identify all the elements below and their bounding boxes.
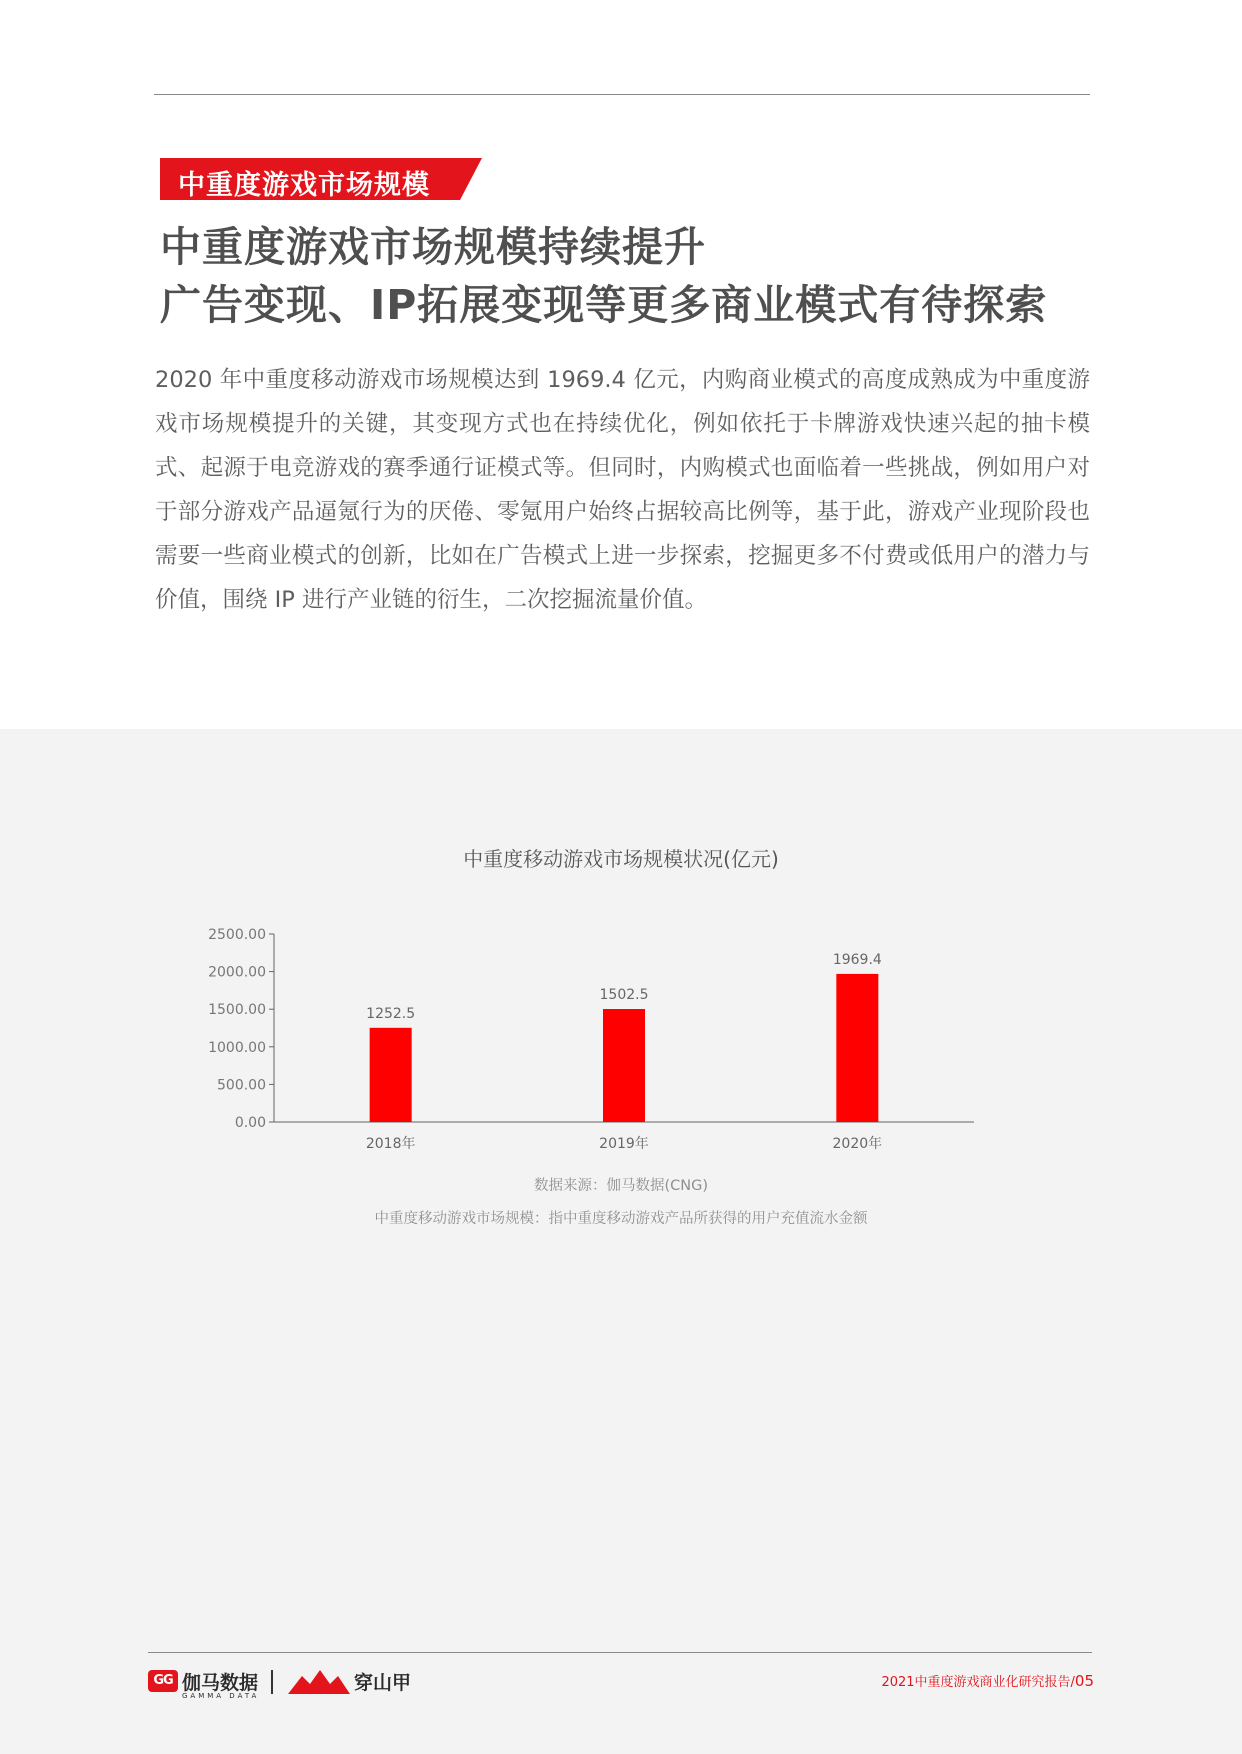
definition-note: 中重度移动游戏市场规模：指中重度移动游戏产品所获得的用户充值流水金额 bbox=[374, 1211, 868, 1227]
gamma-logo-subtitle: GAMMA DATA bbox=[182, 1692, 260, 1700]
bar bbox=[370, 1028, 412, 1122]
bottom-divider bbox=[148, 1652, 1092, 1653]
chart-title: 中重度移动游戏市场规模状况(亿元) bbox=[463, 847, 779, 871]
bar-chart bbox=[190, 910, 990, 1160]
top-divider bbox=[154, 94, 1090, 95]
section-tag-label: 中重度游戏市场规模 bbox=[178, 170, 430, 201]
y-tick-label: 1000.00 bbox=[208, 1039, 266, 1056]
headline bbox=[160, 218, 1090, 334]
x-tick-label: 2020年 bbox=[832, 1136, 883, 1152]
footer-logo-divider bbox=[271, 1670, 273, 1694]
gamma-logo-name: 伽马数据 bbox=[182, 1672, 259, 1694]
body-paragraph: 2020 年中重度移动游戏市场规模达到 1969.4 亿元，内购商业模式的高度成熟成为中重度游戏市场规模提升的关键，其变现方式也在持续优化，例如依托于卡牌游戏快速兴起的抽卡模式、起源于电竞游戏的赛季通行证模式等。但同时，内购模式也面临着一些挑战，例如用户对于部分游戏产品逼氪行为的厌倦、零氪用户始终占据较高比例等，基于此，游戏产业现阶段也需要一些商业模式的创新，比如在广告模式上进一步探索，挖掘更多不付费或低用户的潜力与价值，围绕 IP 进行产业链的衍生，二次挖掘流量价值。 bbox=[155, 367, 1090, 613]
x-tick-label: 2019年 bbox=[599, 1136, 649, 1152]
bar bbox=[836, 974, 878, 1122]
csj-mountain-icon bbox=[288, 1670, 350, 1694]
csj-logo-name: 穿山甲 bbox=[354, 1672, 412, 1694]
headline-line-1: 中重度游戏市场规模持续提升 bbox=[160, 223, 706, 271]
y-tick-label: 1500.00 bbox=[208, 1002, 266, 1019]
y-tick-label: 0.00 bbox=[234, 1115, 266, 1131]
y-tick-label: 2500.00 bbox=[208, 927, 266, 943]
chart-panel bbox=[0, 729, 1242, 1754]
bar bbox=[603, 1009, 645, 1122]
y-tick-label: 2000.00 bbox=[208, 964, 266, 981]
bar-value-label: 1969.4 bbox=[832, 951, 882, 968]
bar-value-label: 1502.5 bbox=[599, 987, 649, 1004]
section-tag bbox=[160, 158, 482, 200]
source-note: 数据来源：伽马数据(CNG) bbox=[533, 1178, 709, 1194]
page-number: 05 bbox=[1074, 1672, 1094, 1690]
y-tick-label: 500.00 bbox=[217, 1077, 266, 1094]
bar-value-label: 1252.5 bbox=[366, 1005, 416, 1022]
x-tick-label: 2018年 bbox=[365, 1136, 416, 1152]
footer-report-title bbox=[881, 1671, 1094, 1690]
report-title: 2021中重度游戏商业化研究报告/ bbox=[881, 1675, 1075, 1690]
gamma-logo-mark: GG bbox=[148, 1670, 178, 1692]
headline-line-2: 广告变现、IP拓展变现等更多商业模式有待探索 bbox=[160, 281, 1048, 329]
